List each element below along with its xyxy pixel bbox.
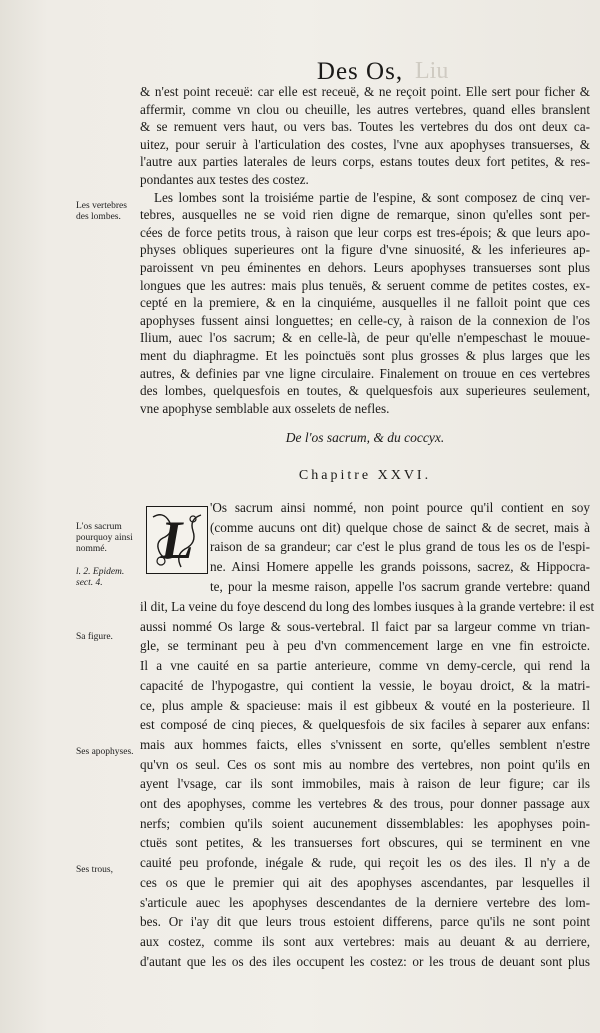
text-line: l'autre aux parties laterales de leurs corps, estans toutes deux fort petites, & res-: [140, 154, 590, 170]
margin-note: Ses apophyses.: [76, 747, 134, 757]
text-line: cauité peu profonde, inégale & rude, qui reçoit les os des iles. Il n'y a de: [140, 855, 590, 871]
text-line: pondantes aux testes des costez.: [140, 172, 309, 187]
margin-note: l. 2. Epidem. sect. 4.: [76, 567, 125, 588]
text-line: bes. Or i'ay dit que leurs trous estoient differens, parce qu'ils ne sont point: [140, 914, 590, 930]
text-line: cées de force petits trous, à raison que leur corps est tres-épois; & que leurs apo-: [140, 224, 590, 240]
margin-note: Ses trous,: [76, 865, 113, 875]
section-subtitle: De l'os sacrum, & du coccyx.: [285, 430, 445, 445]
margin-note: Sa figure.: [76, 632, 113, 642]
text-line: cepté en la premiere, & en la cinquiéme, ausquelles il ne falloit point que ces: [140, 295, 590, 311]
text-line: physes obliques superieures ont la figure d'vne sinuosité, & les inferieures ap-: [140, 242, 590, 258]
text-line: capacité de l'hypogastre, qui contient la vessie, le boyau droict, & la matri-: [140, 677, 590, 693]
text-line: tebres, ausquelles ne se void rien digne de remarque, sinon qu'elles sont per-: [140, 207, 590, 223]
text-line: s'articule auec les apophyses descendantes de la derniere vertebre des lom-: [140, 894, 590, 910]
text-line: raison de sa grandeur; car c'est le plus grand de tous les os de l'espi-: [210, 539, 590, 555]
text-line: autres, & definies par vne ligne circulaire. Finalement on trouue en ces vertebres: [140, 365, 590, 381]
text-line: ce, plus ample & spacieuse: mais il est gibbeux & vouté en la posterieure. Il: [140, 697, 590, 713]
text-line: te, pour la mesme raison, appelle l'os sacrum grande vertebre: quand: [210, 578, 590, 594]
text-line: gle, se terminant peu à peu d'vn commencement large en vne fin estroicte.: [140, 638, 590, 654]
text-line: aussi nommé Os large & sous-vertebral. Il faict par sa largeur comme vn trian-: [140, 618, 590, 634]
text-line: ne. Ainsi Homere appelle les grands poissons, sacrez, & Hippocra-: [210, 559, 590, 575]
text-line: longues que les autres: mais plus tenuës, & seruent comme de petites costes, ex-: [140, 277, 590, 293]
text-line: qu'vn os seul. Ces os sont mis au nombre des vertebres, non point qu'ils en: [140, 756, 590, 772]
text-line: mais aux hommes faicts, elles s'vnissent en sorte, qu'elles semblent n'estre: [140, 736, 590, 752]
text-line: apophyses fussent ainsi longuettes; en celle-cy, à raison de la connexion de l'os: [140, 312, 590, 328]
text-line: (comme aucuns ont dit) quelque chose de sainct & de secret, mais à: [210, 519, 590, 535]
dropcap-letter: L: [160, 510, 194, 570]
text-line: ont des apophyses, comme les vertebres & des trous, pour donner passage aux: [140, 796, 590, 811]
chapter-title: Chapitre XXVI.: [298, 468, 432, 483]
text-line: ment du diaphragme. Et les poinctuës sont plus grosses & plus larges que les: [140, 348, 590, 363]
show-through-text: Liu: [415, 58, 449, 84]
ornamental-initial: [146, 506, 208, 574]
text-line: ayent l'vsage, car ils sont immobiles, mais à raison de leur figure; car ils: [140, 776, 590, 792]
running-title: Des Os,: [316, 58, 404, 85]
text-line: Ilium, auec l'os sacrum; & en celle-là, de peur qu'elle n'empeschast le mouue-: [140, 330, 590, 346]
text-line: il dit, La veine du foye descend du long des lombes iusques à la grande vertebre: il est: [140, 599, 595, 614]
margin-note: L'os sacrum pourquoy ainsi nommé.: [76, 522, 133, 554]
text-line: affermir, comme vn clou ou cheuille, les autres vertebres, quand elles branslent: [140, 101, 590, 117]
text-line: & n'est point receuë: car elle est receuë, & ne reçoit point. Elle sert pour ficher &: [140, 84, 590, 99]
text-line: aux costez, comme ils sont aux vertebres: mais au deuant & au derriere,: [140, 933, 590, 949]
text-line: d'autant que les os des iles occupent les costez: or les trous de deuant sont plus: [140, 953, 590, 969]
text-line: 'Os sacrum ainsi nommé, non point pource qu'il contient en soy: [210, 500, 590, 515]
text-line: uitez, pour seruir à l'articulation des costes, l'vne aux apophyses transuerses, &: [140, 136, 590, 152]
text-line: ces os que le premier qui ait des apophyses ascendantes, par lesquelles il: [140, 874, 590, 890]
text-line: Les lombes sont la troisiéme partie de l'espine, & sont composez de cinq ver-: [154, 189, 590, 205]
text-line: nerfs; combien qu'ils soient aucunement dissemblables: les apophyses poin-: [140, 815, 590, 831]
text-line: vne apophyse semblable aux osselets de nefles.: [140, 400, 390, 416]
text-line: ctuës sont petites, & les transuerses fort obscures, qui se terminent en vne: [140, 835, 590, 851]
text-line: paroissent vn peu éminentes en dehors. Leurs apophyses transuerses sont plus: [140, 260, 590, 275]
text-line: Il a vne cauité en sa partie anterieure, comme vn demy-cercle, qui rend la: [140, 658, 590, 674]
text-line: est composé de cinq pieces, & quelquesfois de six faciles à separer aux enfans:: [140, 717, 590, 733]
margin-note: Les vertebres des lombes.: [76, 201, 127, 222]
text-line: & se remuent vers haut, ou vers bas. Toutes les vertebres du dos ont deux ca-: [140, 119, 590, 135]
text-line: des lombes, quelquesfois en toutes, & quelquesfois aux superieures seulement,: [140, 383, 590, 399]
floral-ornament-icon: [147, 507, 207, 573]
